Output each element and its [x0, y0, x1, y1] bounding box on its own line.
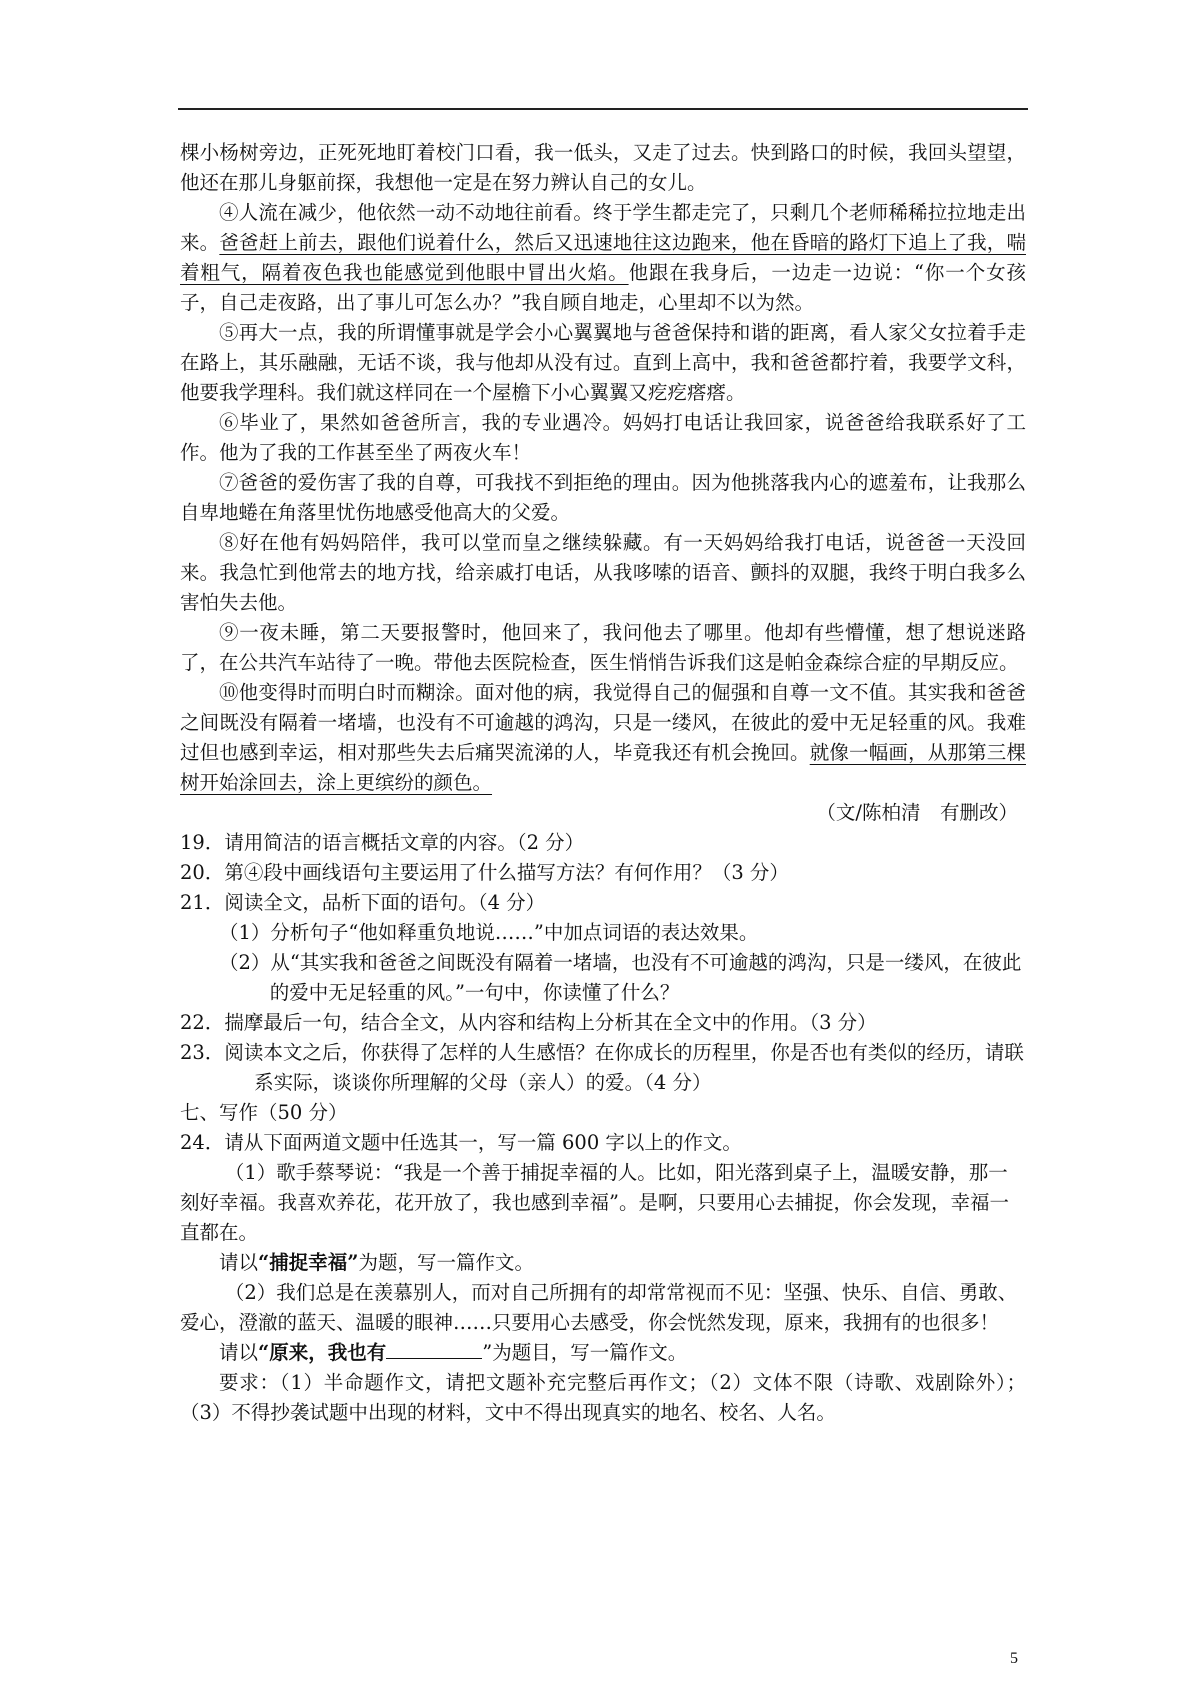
p4-underlined-sentence: 爸爸赶上前去，跟他们说着什么，然后又迅速地往这边跑来，他在昏暗的路灯下追上了我，喘着粗气，隔着夜色我也能感觉到他眼中冒出火焰。 — [180, 231, 1026, 284]
writing-option-2: （2）我们总是在羡慕别人，而对自己所拥有的却常常视而不见：坚强、快乐、自信、勇敢、爱心，澄澈的蓝天、温暖的眼神……只要用心去感受，你会恍然发现，原来，我拥有的也很多！ — [180, 1281, 1018, 1334]
question-24: 24．请从下面两道文题中任选其一，写一篇 600 字以上的作文。 — [180, 1131, 742, 1154]
passage-paragraph-10 — [180, 678, 1026, 798]
passage-paragraph-5: ⑤再大一点，我的所谓懂事就是学会小心翼翼地与爸爸保持和谐的距离，看人家父女拉着手走在路上，其乐融融，无话不谈，我与他却从没有过。直到上高中，我和爸爸都拧着，我要学文科，他要我学理科。我们就这样同在一个屋檐下小心翼翼又疙疙瘩瘩。 — [180, 321, 1026, 404]
p4-text-before: ④人流在减少，他依然一动不动地往前看。终于学生都走完了，只剩几个老师稀稀拉拉地走出来。 — [180, 201, 1026, 254]
passage-paragraph-6: ⑥毕业了，果然如爸爸所言，我的专业遇冷。妈妈打电话让我回家，说爸爸给我联系好了工作。他为了我的工作甚至坐了两夜火车！ — [180, 411, 1026, 464]
option2-title: “原来，我也有 — [258, 1341, 387, 1364]
passage-paragraph-9: ⑨一夜未睡，第二天要报警时，他回来了，我问他去了哪里。他却有些懵懂，想了想说迷路了，在公共汽车站待了一晚。带他去医院检查，医生悄悄告诉我们这是帕金森综合症的早期反应。 — [180, 621, 1026, 674]
option2-prompt-prefix: 请以 — [219, 1341, 259, 1364]
passage-paragraph-4 — [180, 198, 1026, 318]
page-number: 5 — [1010, 1650, 1018, 1667]
writing-option-2-prompt — [180, 1338, 1026, 1368]
exam-page-content — [180, 138, 1026, 1428]
writing-option-1: （1）歌手蔡琴说：“我是一个善于捕捉幸福的人。比如，阳光落到桌子上，温暖安静，那一刻好幸福。我喜欢养花，花开放了，我也感到幸福”。是啊，只要用心去捕捉，你会发现，幸福一直都在。 — [180, 1161, 1009, 1244]
option1-title: “捕捉幸福” — [258, 1251, 359, 1274]
question-20: 20．第④段中画线语句主要运用了什么描写方法？有何作用？（3 分） — [180, 861, 789, 884]
passage-continued-paragraph: 棵小杨树旁边，正死死地盯着校门口看，我一低头，又走了过去。快到路口的时候，我回头望望，他还在那儿身躯前探，我想他一定是在努力辨认自己的女儿。 — [180, 141, 1026, 194]
passage-paragraph-8: ⑧好在他有妈妈陪伴，我可以堂而皇之继续躲藏。有一天妈妈给我打电话，说爸爸一天没回来。我急忙到他常去的地方找，给亲戚打电话，从我哆嗦的语音、颤抖的双腿，我终于明白我多么害怕失去他。 — [180, 531, 1026, 614]
p4-text-after: 他跟在我身后，一边走一边说：“你一个女孩子，自己走夜路，出了事儿可怎么办？”我自顾自地走，心里却不以为然。 — [180, 261, 1026, 314]
title-blank-line — [386, 1340, 482, 1359]
question-22: 22．揣摩最后一句，结合全文，从内容和结构上分析其在全文中的作用。（3 分） — [180, 1011, 877, 1034]
question-21-part-2: （2）从“其实我和爸爸之间既没有隔着一堵墙，也没有不可逾越的鸿沟，只是一缕风，在彼此的爱中无足轻重的风。”一句中，你读懂了什么？ — [219, 951, 1022, 1004]
p10-text-before: ⑩他变得时而明白时而糊涂。面对他的病，我觉得自己的倔强和自尊一文不值。其实我和爸爸之间既没有隔着一堵墙，也没有不可逾越的鸿沟，只是一缕风，在彼此的爱中无足轻重的风。我难过但也感到幸运，相对那些失去后痛哭流涕的人，毕竟我还有机会挽回。 — [180, 681, 1026, 764]
question-21: 21．阅读全文，品析下面的语句。（4 分） — [180, 891, 546, 914]
header-rule — [178, 108, 1028, 110]
passage-paragraph-7: ⑦爸爸的爱伤害了我的自尊，可我找不到拒绝的理由。因为他挑落我内心的遮羞布，让我那么自卑地蜷在角落里忧伤地感受他高大的父爱。 — [180, 471, 1026, 524]
writing-section-title: 七、写作（50 分） — [180, 1101, 348, 1124]
question-21-part-1: （1）分析句子“他如释重负地说……”中加点词语的表达效果。 — [219, 921, 759, 944]
writing-requirements: 要求：（1）半命题作文，请把文题补充完整后再作文；（2）文体不限（诗歌、戏剧除外）；（3）不得抄袭试题中出现的材料，文中不得出现真实的地名、校名、人名。 — [180, 1371, 1026, 1424]
question-23: 23．阅读本文之后，你获得了怎样的人生感悟？在你成长的历程里，你是否也有类似的经历，请联系实际，谈谈你所理解的父母（亲人）的爱。（4 分） — [180, 1041, 1024, 1094]
question-19: 19．请用简洁的语言概括文章的内容。（2 分） — [180, 831, 585, 854]
p10-underlined-sentence: 就像一幅画，从那第三棵树开始涂回去，涂上更缤纷的颜色。 — [180, 741, 1026, 794]
passage-attribution: （文/陈柏清 有删改） — [816, 801, 1018, 824]
writing-option-1-prompt — [180, 1248, 1026, 1278]
option2-prompt-suffix: ”为题目，写一篇作文。 — [482, 1341, 688, 1364]
option1-prompt-prefix: 请以 — [219, 1251, 259, 1274]
option1-prompt-suffix: 为题，写一篇作文。 — [358, 1251, 534, 1274]
